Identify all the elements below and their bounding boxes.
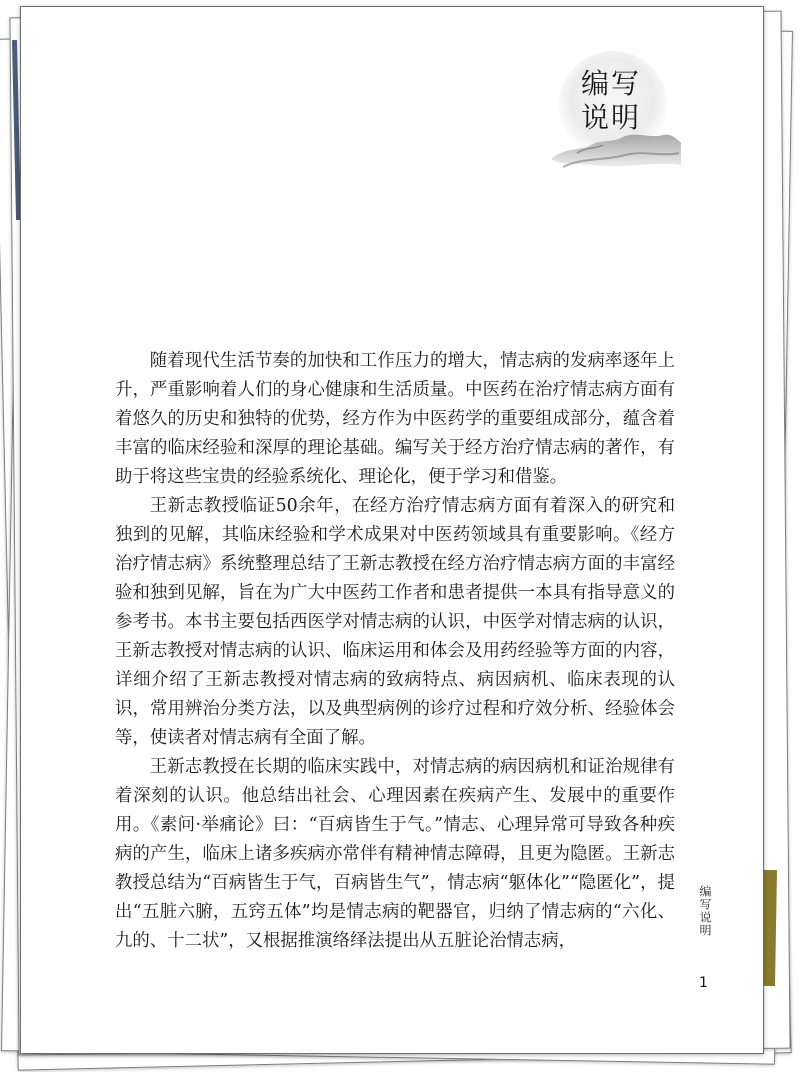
paragraph: 随着现代生活节奏的加快和工作压力的增大，情志病的发病率逐年上升，严重影响着人们的身心健康和生活质量。中医药在治疗情志病方面有着悠久的历史和独特的优势，经方作为中医药学的重要组成部分，蕴含着丰富的临床经验和深厚的理论基础。编写关于经方治疗情志病的著作，有助于将这些宝贵的经验系统化、理论化，便于学习和借鉴。 (115, 351, 675, 487)
paragraph: 王新志教授临证50余年，在经方治疗情志病方面有着深入的研究和独到的见解，其临床经验和学术成果对中医药领域具有重要影响。《经方治疗情志病》系统整理总结了王新志教授在经方治疗情志病方面的丰富经验和独到见解，旨在为广大中医药工作者和患者提供一本具有指导意义的参考书。本书主要包括西医学对情志病的认识，中医学对情志病的认识，王新志教授对情志病的认识、临床运用和体会及用药经验等方面的内容，详细介绍了王新志教授对情志病的致病特点、病因病机、临床表现的认识，常用辨治分类方法，以及典型病例的诊疗过程和疗效分析、经验体会等，使读者对情志病有全面了解。 (115, 496, 675, 748)
page-title (581, 67, 641, 135)
paragraph: 王新志教授在长期的临床实践中，对情志病的病因病机和证治规律有着深刻的认识。他总结出社会、心理因素在疾病产生、发展中的重要作用。《素问·举痛论》曰：“百病皆生于气。”情志、心理异常可导致各种疾病的产生，临床上诸多疾病亦常伴有精神情志障碍，且更为隐匿。王新志教授总结为“百病皆生于气，百病皆生气”，情志病“躯体化”“隐匿化”，提出“五脏六腑，五窍五体”均是情志病的靶器官，归纳了情志病的“六化、九的、十二状”，又根据推演络绎法提出从五脏论治情志病， (115, 757, 675, 951)
document-page (20, 6, 764, 1054)
page-title-line-2: 说明 (581, 101, 642, 134)
page-title-line-1: 编写 (581, 67, 642, 100)
body-text (115, 347, 675, 956)
section-side-label: 编写说明 (698, 885, 712, 937)
page-number: 1 (699, 975, 708, 991)
